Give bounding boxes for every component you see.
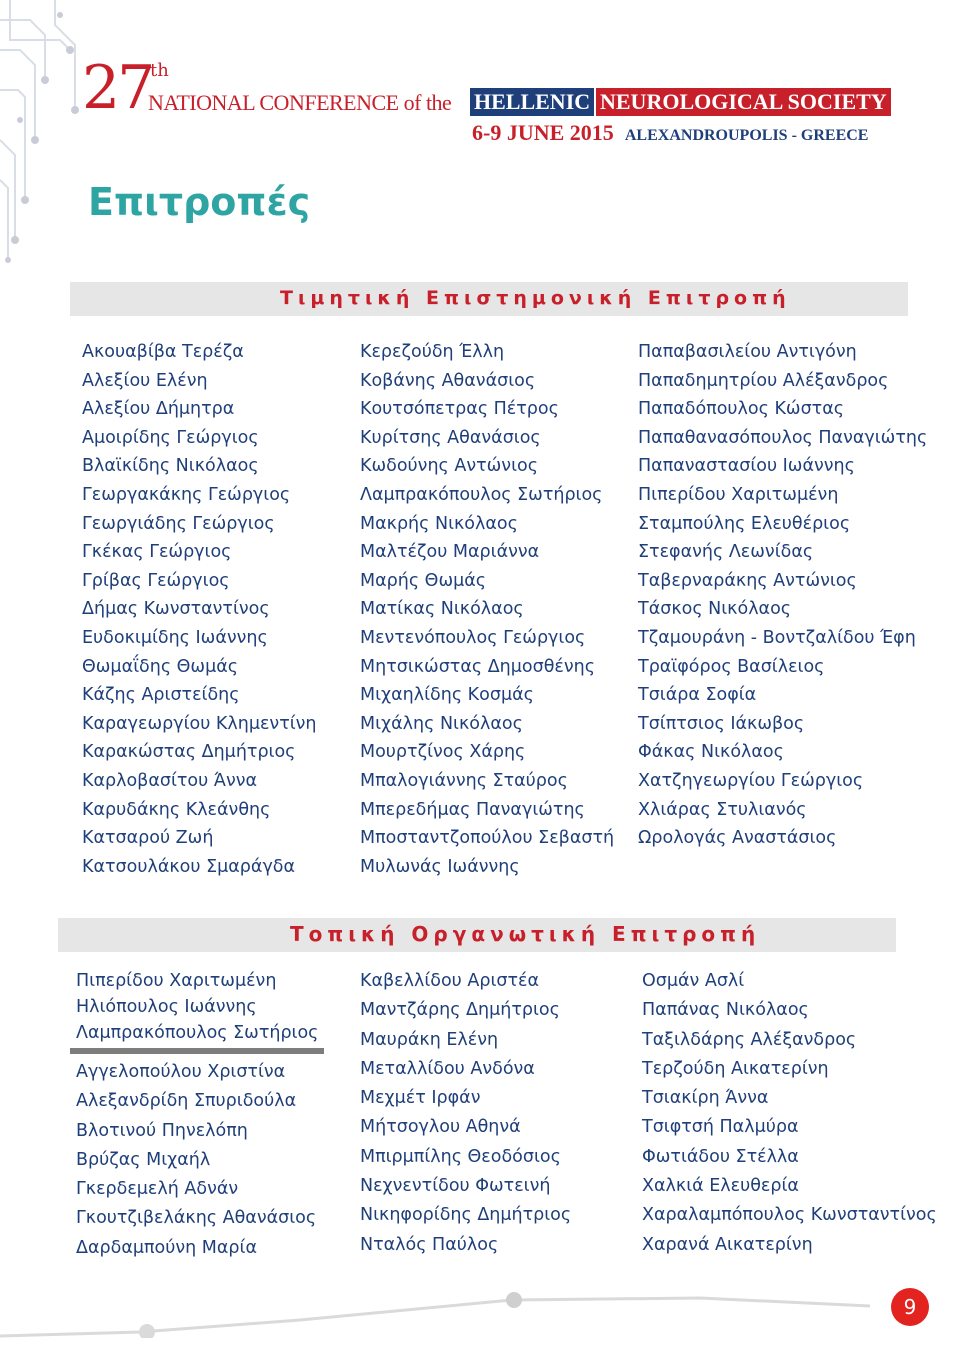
list-item: Ματίκας Νικόλαος	[360, 599, 524, 620]
list-item: Παπάνας Νικόλαος	[642, 1000, 809, 1021]
list-item: Μπιρμπίλης Θεοδόσιος	[360, 1146, 561, 1167]
list-item: Καρακώστας Δημήτριος	[82, 742, 296, 763]
list-item: Αγγελοπούλου Χριστίνα	[76, 1062, 286, 1082]
list-item: Ωρολογάς Αναστάσιος	[638, 828, 837, 849]
list-item: Γκερδεμελή Αδνάν	[76, 1179, 239, 1200]
list-item: Κυρίτσης Αθανάσιος	[360, 427, 541, 448]
list-item: Αλεξίου Ελένη	[82, 370, 208, 391]
list-item: Μαυράκη Ελένη	[360, 1029, 499, 1050]
list-item: Χατζηγεωργίου Γεώργιος	[638, 770, 864, 791]
list-item: Παπαδόπουλος Κώστας	[638, 399, 845, 420]
list-item: Τερζούδη Αικατερίνη	[642, 1058, 829, 1079]
list-item: Κερεζούδη Έλλη	[360, 342, 505, 362]
conference-name: NATIONAL CONFERENCE of the	[148, 90, 452, 115]
list-item: Τσίπτσιος Ιάκωβος	[638, 713, 805, 734]
list-item: Βρύζας Μιχαήλ	[76, 1149, 211, 1170]
list-item: Καραγεωργίου Κλημεντίνη	[82, 713, 317, 734]
list-item: Αλεξανδρίδη Σπυριδούλα	[76, 1091, 297, 1112]
list-item: Τσιφτσή Παλμύρα	[642, 1117, 799, 1138]
list-item: Νταλός Παύλος	[360, 1234, 499, 1255]
list-item: Μεχμέτ Ιρφάν	[360, 1088, 481, 1109]
conference-dates: 6-9 JUNE 2015	[472, 120, 614, 145]
list-item: Μακρής Νικόλαος	[360, 513, 518, 534]
list-item: Δήμας Κωνσταντίνος	[82, 599, 270, 620]
list-item: Γρίβας Γεώργιος	[82, 570, 230, 591]
list-item: Χλιάρας Στυλιανός	[638, 799, 807, 820]
honorary-column-1	[82, 338, 317, 881]
list-item: Τσιακίρη Άννα	[642, 1088, 769, 1109]
list-item: Γεωργιάδης Γεώργιος	[82, 513, 275, 534]
list-item: Νεχνεντίδου Φωτεινή	[360, 1176, 551, 1197]
list-item: Τσιάρα Σοφία	[638, 685, 757, 706]
list-item: Πιπερίδου Χαριτωμένη	[76, 971, 277, 991]
organizing-column-2	[360, 967, 571, 1260]
list-item: Μπαλογιάννης Σταύρος	[360, 770, 568, 791]
list-item: Φωτιάδου Στέλλα	[642, 1146, 799, 1167]
list-item: Καβελλίδου Αριστέα	[360, 971, 539, 991]
list-item: Βλοτινού Πηνελόπη	[76, 1120, 248, 1141]
organizing-lead-column	[76, 968, 318, 1046]
list-item: Νικηφορίδης Δημήτριος	[360, 1205, 572, 1226]
list-item: Χαραλαμπόπουλος Κωνσταντίνος	[642, 1205, 937, 1226]
list-item: Στεφανής Λεωνίδας	[638, 542, 814, 563]
list-item: Μπερεδήμας Παναγιώτης	[360, 799, 585, 820]
list-item: Χαλκιά Ελευθερία	[642, 1176, 799, 1197]
list-item: Μιχάλης Νικόλαος	[360, 713, 523, 734]
list-item: Γκουτζιβελάκης Αθανάσιος	[76, 1208, 317, 1229]
section-title-honorary: Τιμητική Επιστημονική Επιτροπή	[280, 287, 791, 309]
honorary-column-3	[638, 338, 927, 853]
list-item: Βλαϊκίδης Νικόλαος	[82, 456, 259, 477]
page-number: 9	[891, 1288, 929, 1326]
conference-date-location	[472, 120, 868, 146]
list-item: Αλεξίου Δήμητρα	[82, 399, 235, 420]
society-name-part2: NEUROLOGICAL SOCIETY	[596, 88, 891, 116]
list-item: Μυλωνάς Ιωάννης	[360, 856, 520, 877]
list-item: Δαρδαμπούνη Μαρία	[76, 1237, 257, 1258]
list-item: Κάζης Αριστείδης	[82, 685, 240, 706]
list-item: Λαμπρακόπουλος Σωτήριος	[360, 484, 603, 505]
list-item: Ηλιόπουλος Ιωάννης	[76, 997, 257, 1017]
list-item: Μητσικώστας Δημοσθένης	[360, 656, 596, 677]
list-item: Τάσκος Νικόλαος	[638, 599, 792, 620]
list-item: Μποσταντζοπούλου Σεβαστή	[360, 828, 615, 849]
list-item: Μαντζάρης Δημήτριος	[360, 1000, 560, 1021]
list-item: Κατσουλάκου Σμαράγδα	[82, 856, 296, 877]
circuit-decoration	[0, 0, 90, 270]
list-item: Μήτσογλου Αθηνά	[360, 1117, 521, 1138]
section-title-organizing: Τοπική Οργανωτική Επιτροπή	[290, 922, 761, 946]
list-item: Τραϊφόρος Βασίλειος	[638, 656, 825, 677]
list-item: Πιπερίδου Χαριτωμένη	[638, 484, 839, 505]
footer-decoration	[0, 1288, 960, 1338]
list-item: Φάκας Νικόλαος	[638, 742, 784, 763]
page-title: Επιτροπές	[88, 180, 311, 224]
list-item: Σταμπούλης Ελευθέριος	[638, 513, 851, 534]
list-item: Ταβερναράκης Αντώνιος	[638, 570, 857, 591]
list-item: Παπαναστασίου Ιωάννης	[638, 456, 855, 477]
list-item: Αμοιρίδης Γεώργιος	[82, 427, 259, 448]
list-item: Γκέκας Γεώργιος	[82, 542, 232, 563]
list-item: Λαμπρακόπουλος Σωτήριος	[76, 1023, 319, 1043]
list-item: Παπαδημητρίου Αλέξανδρος	[638, 370, 889, 391]
list-item: Ευδοκιμίδης Ιωάννης	[82, 627, 268, 648]
list-item: Ταξιλδάρης Αλέξανδρος	[642, 1029, 857, 1050]
list-item: Μεταλλίδου Ανδόνα	[360, 1058, 535, 1079]
list-item: Χαρανά Αικατερίνη	[642, 1234, 813, 1255]
list-item: Κωδούνης Αντώνιος	[360, 456, 538, 477]
list-item: Παπαθανασόπουλος Παναγιώτης	[638, 427, 928, 448]
list-item: Τζαμουράνη - Βοντζαλίδου Έφη	[638, 627, 916, 648]
list-item: Μουρτζίνος Χάρης	[360, 742, 526, 763]
list-item: Παπαβασιλείου Αντιγόνη	[638, 342, 857, 362]
conference-number-suffix: th	[150, 60, 169, 81]
list-item: Θωμαΐδης Θωμάς	[82, 656, 239, 677]
list-item: Κοβάνης Αθανάσιος	[360, 370, 536, 391]
society-name-part1: HELLENIC	[470, 88, 594, 116]
list-item: Μαλτέζου Μαριάννα	[360, 542, 540, 563]
organizing-column-3	[642, 967, 937, 1260]
divider	[70, 1048, 324, 1054]
organizing-column-1	[76, 1058, 316, 1263]
list-item: Καρλοβασίτου Άννα	[82, 770, 258, 791]
conference-number: 27	[82, 53, 153, 123]
list-item: Μιχαηλίδης Κοσμάς	[360, 685, 534, 706]
list-item: Καρυδάκης Κλεάνθης	[82, 799, 271, 820]
list-item: Κατσαρού Ζωή	[82, 828, 214, 849]
list-item: Μαρής Θωμάς	[360, 570, 487, 591]
honorary-column-2	[360, 338, 614, 881]
conference-location: ALEXANDROUPOLIS - GREECE	[624, 127, 869, 144]
list-item: Μεντενόπουλος Γεώργιος	[360, 627, 586, 648]
list-item: Ακουαβίβα Τερέζα	[82, 342, 244, 362]
list-item: Κουτσόπετρας Πέτρος	[360, 399, 559, 420]
conference-header	[82, 53, 902, 148]
list-item: Γεωργακάκης Γεώργιος	[82, 484, 291, 505]
list-item: Οσμάν Ασλί	[642, 971, 745, 991]
